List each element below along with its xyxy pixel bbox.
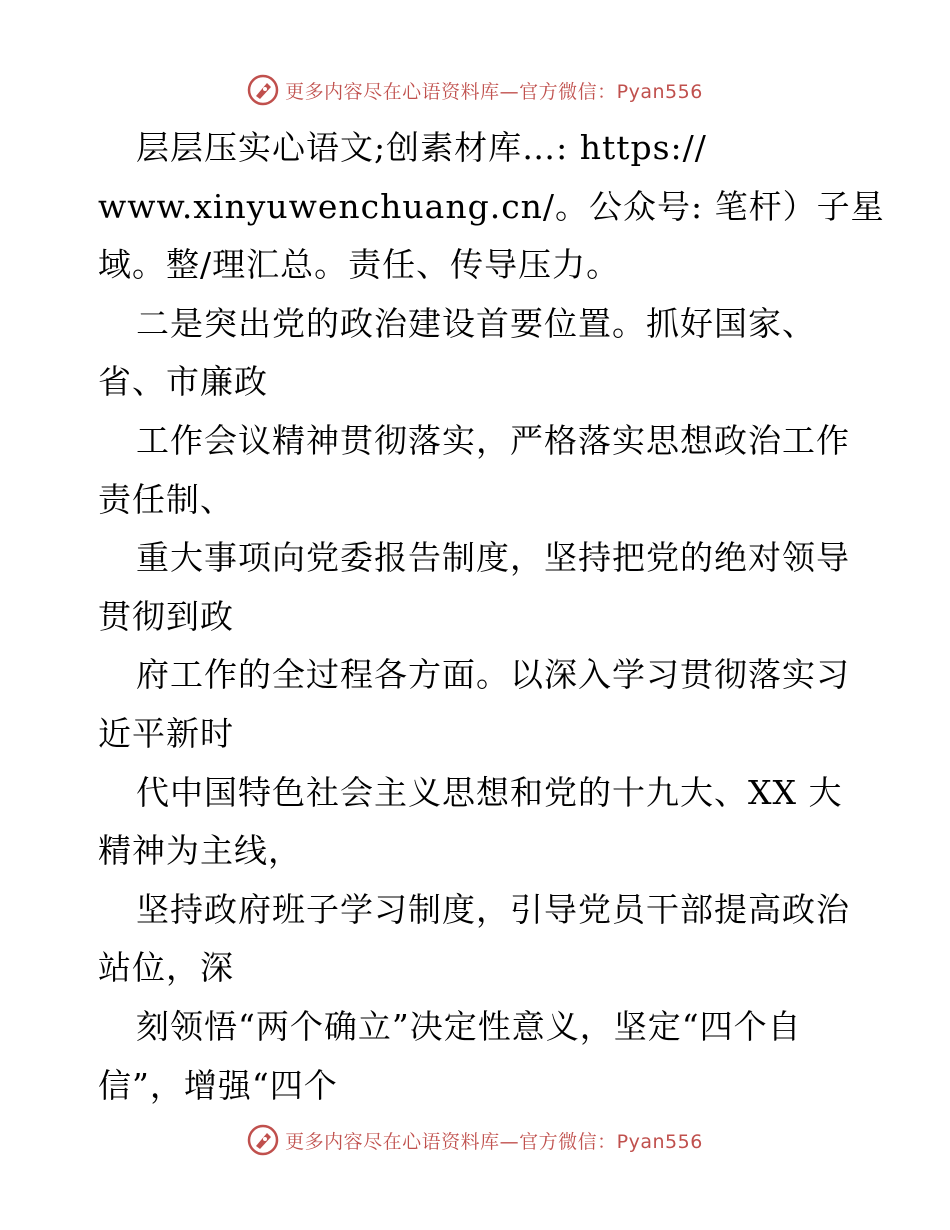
text-line: 站位，深 <box>98 948 234 988</box>
footer-banner-text: 更多内容尽在心语资料库—官方微信：Pyan556 <box>285 1130 703 1153</box>
text-line: 坚持政府班子学习制度，引导党员干部提高政治 <box>136 889 850 929</box>
text-line: 层层压实心语文;创素材库…: https:// <box>136 128 707 167</box>
text-line: 刻领悟“两个确立”决定性意义，坚定“四个自 <box>136 1006 802 1046</box>
pen-nib-logo-icon <box>247 74 279 106</box>
text-line: 责任制、 <box>98 479 234 519</box>
text-line: 信”，增强“四个 <box>98 1065 338 1105</box>
header-banner-text: 更多内容尽在心语资料库—官方微信：Pyan556 <box>285 80 703 103</box>
header-banner <box>0 70 950 110</box>
text-line: 贯彻到政 <box>98 596 234 636</box>
pen-nib-logo-icon <box>247 1124 279 1156</box>
document-body <box>98 119 885 1115</box>
text-line: 工作会议精神贯彻落实，严格落实思想政治工作 <box>136 420 850 460</box>
footer-banner <box>0 1120 950 1160</box>
text-line: 域。整/理汇总。责任、传导压力。 <box>98 245 621 285</box>
text-line: 精神为主线， <box>98 831 302 871</box>
text-line: 省、市廉政 <box>98 362 268 402</box>
text-line: 府工作的全过程各方面。以深入学习贯彻落实习 <box>136 655 850 695</box>
text-line: 二是突出党的政治建设首要位置。抓好国家、 <box>136 303 816 343</box>
text-line: www.xinyuwenchuang.cn/。公众号: 笔杆）子星 <box>98 186 885 226</box>
text-line: 代中国特色社会主义思想和党的十九大、XX 大 <box>136 772 843 812</box>
text-line: 重大事项向党委报告制度，坚持把党的绝对领导 <box>136 538 850 578</box>
text-line: 近平新时 <box>98 713 234 753</box>
